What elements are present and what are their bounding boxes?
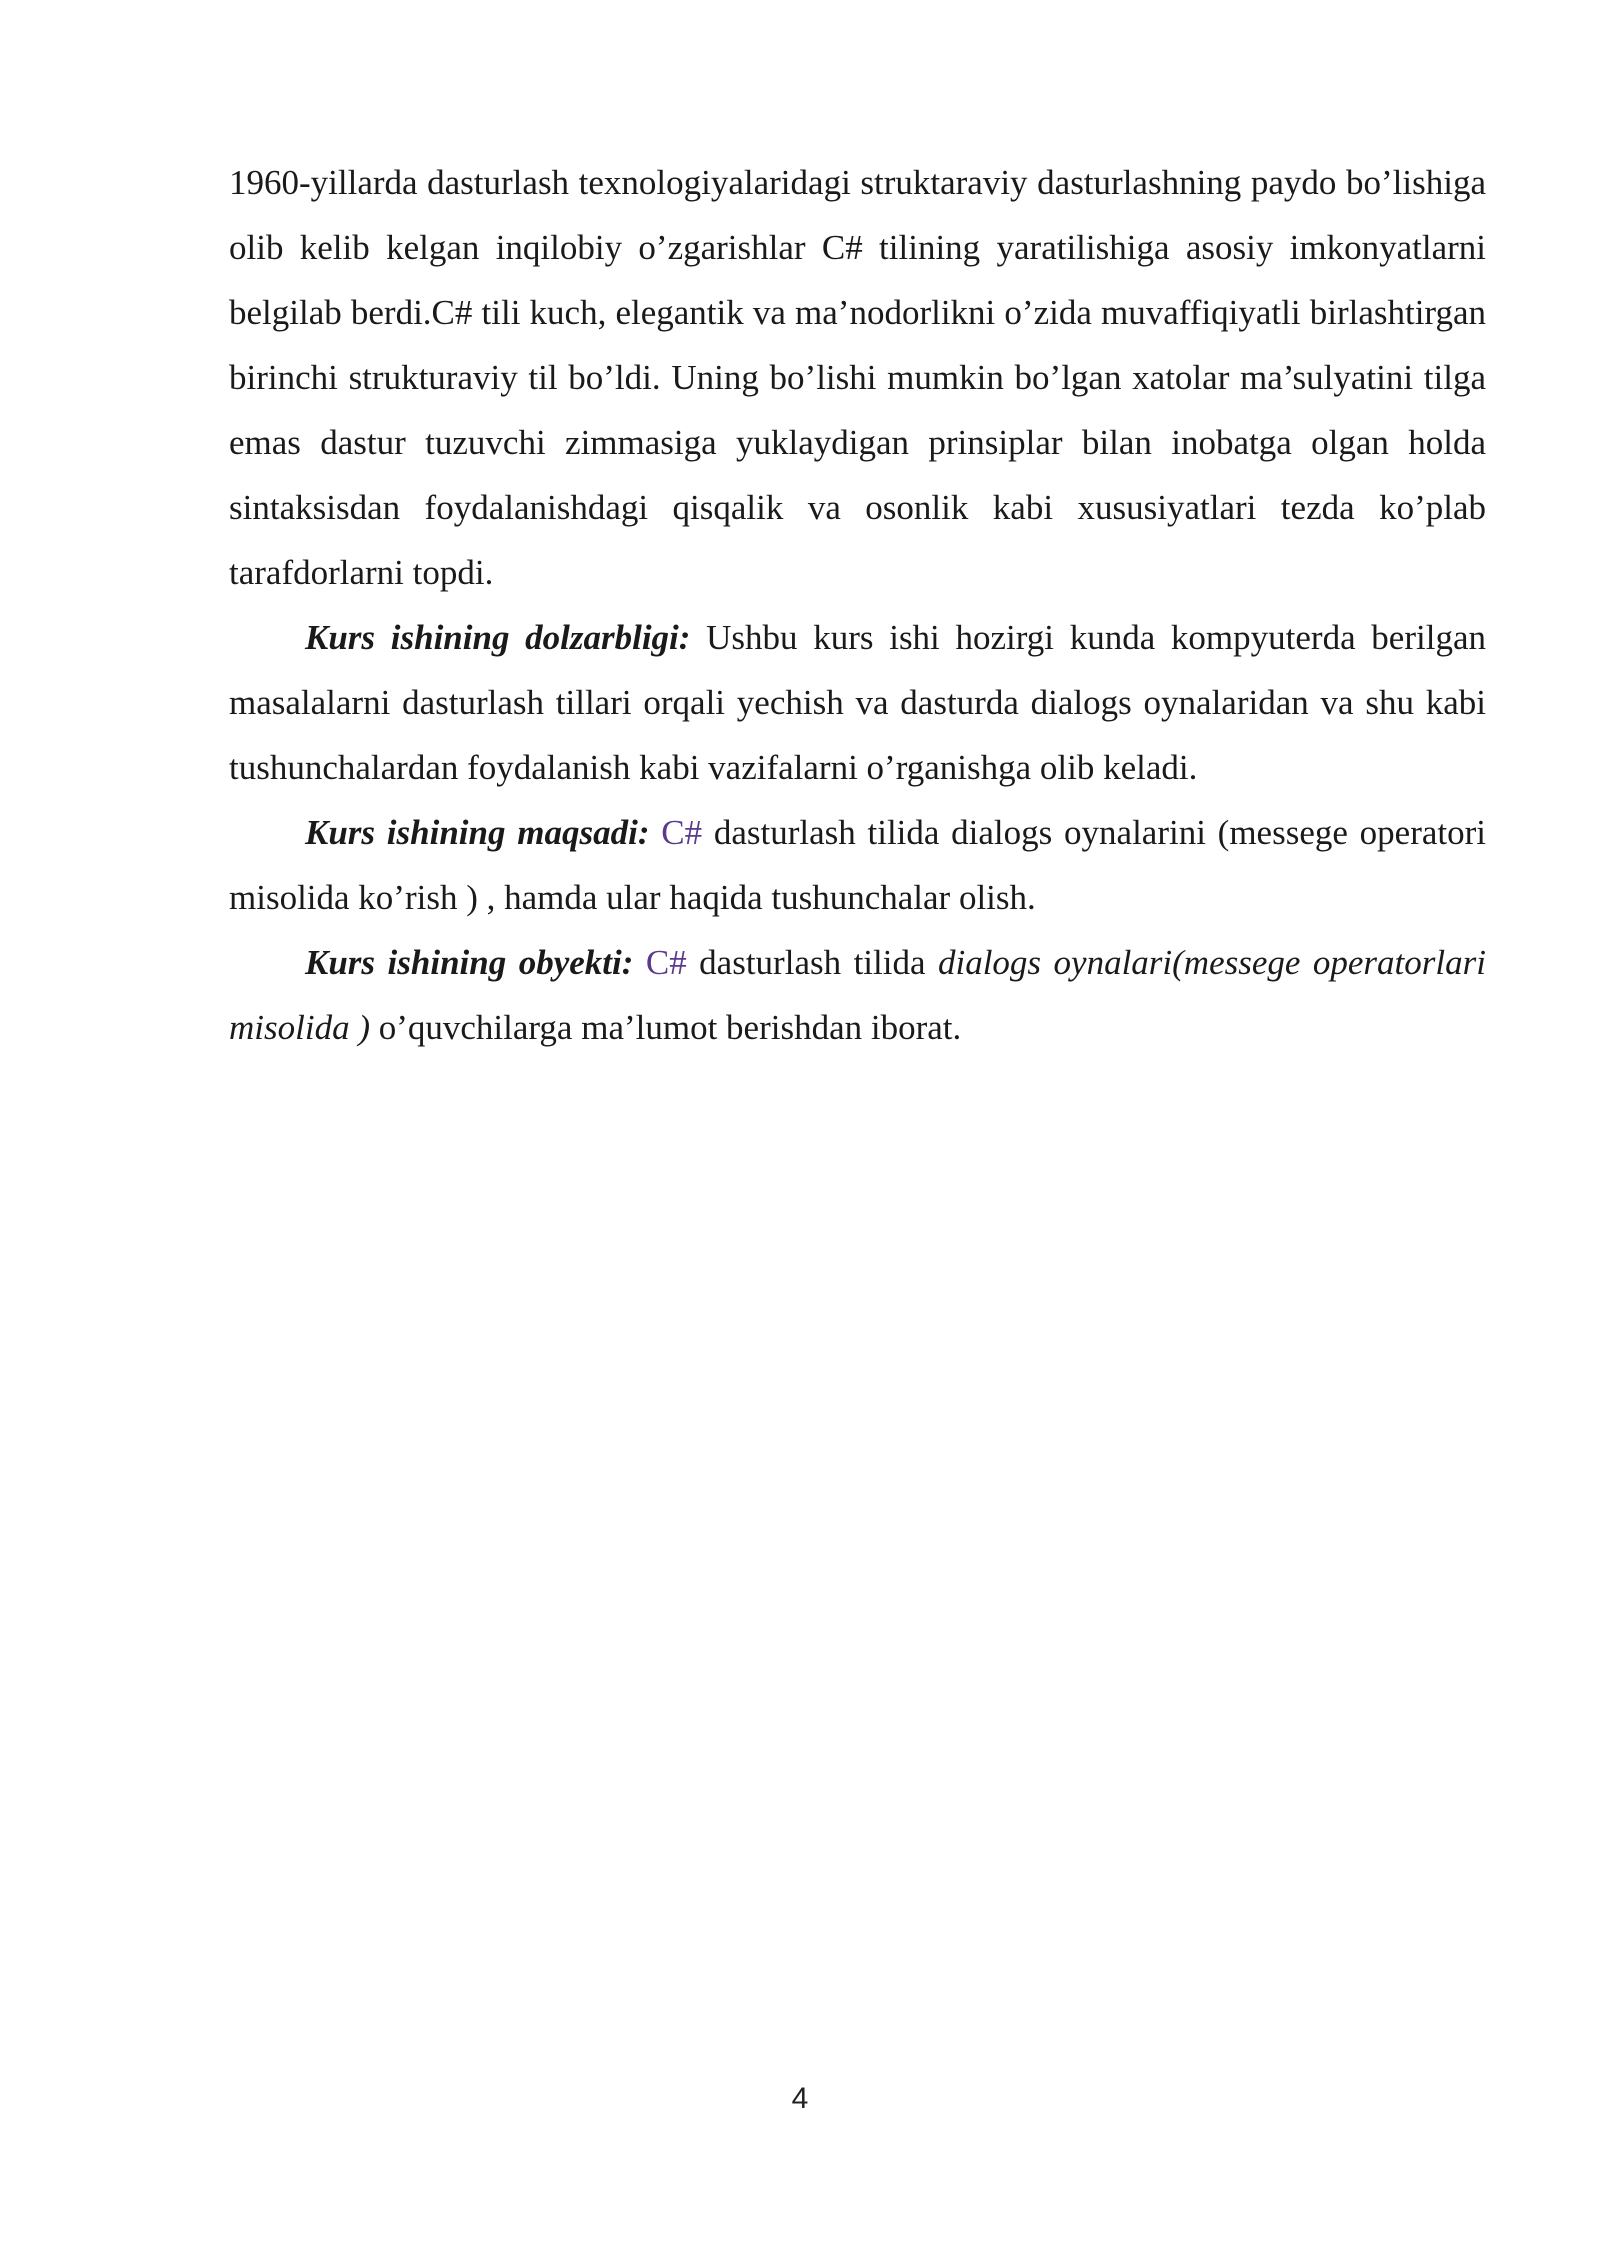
intro-paragraph <box>229 150 1486 605</box>
object-csharp-term: C# <box>633 943 687 982</box>
object-heading: Kurs ishining obyekti: <box>305 943 634 982</box>
goal-text: dasturlash tilida dialogs oynalarini (messege operatori misolida ko’rish ) , hamda ular haqida tushunchalar olish. <box>229 813 1486 917</box>
body-text <box>229 150 1486 1060</box>
page-number: 4 <box>791 2082 809 2115</box>
relevance-paragraph <box>229 605 1486 800</box>
object-paragraph <box>229 930 1486 1060</box>
goal-csharp-term: C# <box>649 813 703 852</box>
relevance-text: Ushbu kurs ishi hozirgi kunda kompyuterda berilgan masalalarni dasturlash tillari orqali yechish va dasturda dialogs oynalaridan va shu kabi tushunchalardan foydalanish kabi vazifalarni o’rganishga olib keladi. <box>229 618 1486 787</box>
object-text-after: o’quvchilarga ma’lumot berishdan iborat. <box>369 1008 962 1047</box>
goal-paragraph <box>229 800 1486 930</box>
goal-heading: Kurs ishining maqsadi: <box>305 813 650 852</box>
object-italic-phrase: dialogs oynalari(messege operatorlari misolida ) <box>229 943 1486 1047</box>
relevance-heading: Kurs ishining dolzarbligi: <box>305 618 691 657</box>
object-text-before: dasturlash tilida <box>686 943 938 982</box>
intro-paragraph-text: 1960-yillarda dasturlash texnologiyalaridagi struktaraviy dasturlashning paydo bo’lishiga olib kelib kelgan inqilobiy o’zgarishlar C# tilining yaratilishiga asosiy imkonyatlarni belgilab berdi.C# tili kuch, elegantik va ma’nodorlikni o’zida muvaffiqiyatli birlashtirgan birinchi strukturaviy til bo’ldi. Uning bo’lishi mumkin bo’lgan xatolar ma’sulyatini tilga emas dastur tuzuvchi zimmasiga yuklaydigan prinsiplar bilan inobatga olgan holda sintaksisdan foydalanishdagi qisqalik va osonlik kabi xususiyatlari tezda ko’plab tarafdorlarni topdi. <box>229 163 1486 592</box>
